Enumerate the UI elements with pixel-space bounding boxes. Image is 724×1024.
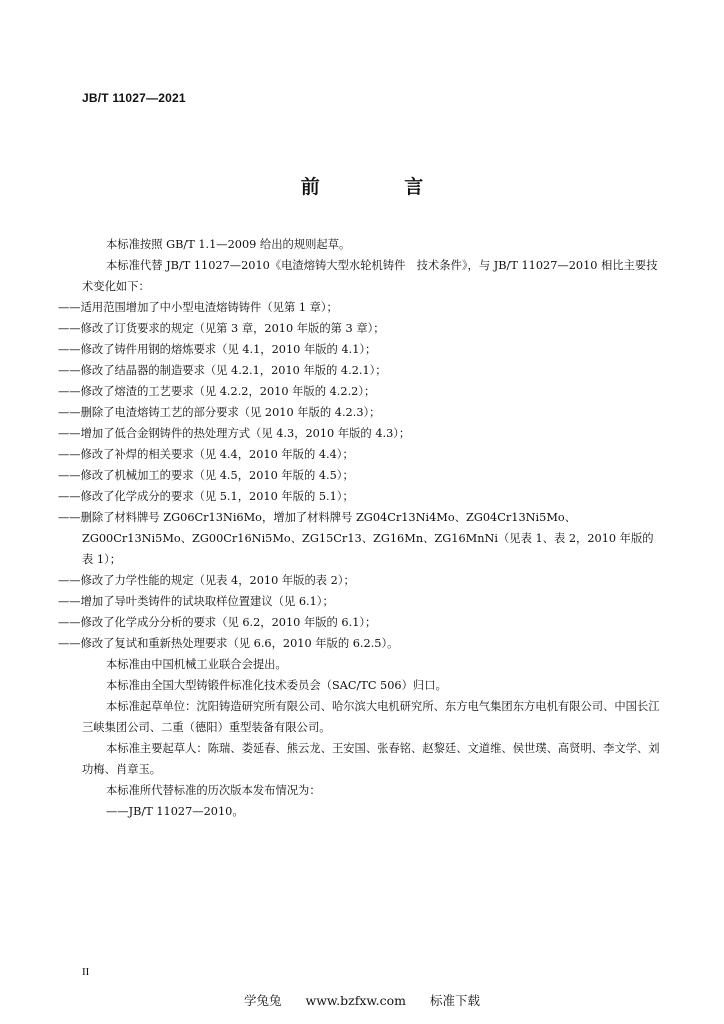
change-item: ——增加了导叶类铸件的试块取样位置建议（见 6.1）； [58,595,334,608]
paragraph-drafting-units: 本标准起草单位：沈阳铸造研究所有限公司、哈尔滨大电机研究所、东方电气集团东方电机有限公司、中国长江三峡集团公司、二重（德阳）重型装备有限公司。 [82,700,660,734]
footer-watermark [0,991,724,1009]
standard-code: JB/T 11027—2021 [82,91,186,105]
change-item: ——修改了结晶器的制造要求（见 4.2.1，2010 年版的 4.2.1）； [58,364,387,377]
change-item: ——修改了化学成分分析的要求（见 6.2，2010 年版的 6.1）； [58,616,377,629]
paragraph-replacement: 本标准代替 JB/T 11027—2010《电渣熔铸大型水轮机铸件 技术条件》，与 JB/T 11027—2010 相比主要技术变化如下： [82,259,658,293]
footer-tagline: 标准下载 [429,993,480,1008]
change-item: ——删除了电渣熔铸工艺的部分要求（见 2010 年版的 4.2.3）； [58,406,381,419]
document-body [58,234,660,822]
paragraph-committee: 本标准由全国大型铸锻件标准化技术委员会（SAC/TC 506）归口。 [106,679,447,692]
paragraph-proposer: 本标准由中国机械工业联合会提出。 [106,658,287,671]
paragraph-history-intro: 本标准所代替标准的历次版本发布情况为： [106,784,321,797]
paragraph-drafting-rules: 本标准按照 GB/T 1.1—2009 给出的规则起草。 [106,238,351,251]
page-number: II [82,966,90,978]
change-item: ——增加了低合金钢铸件的热处理方式（见 4.3，2010 年版的 4.3）； [58,427,411,440]
change-item: ——修改了补焊的相关要求（见 4.4，2010 年版的 4.4）； [58,448,354,461]
history-item: ——JB/T 11027—2010。 [106,805,244,818]
change-item: ——修改了化学成分的要求（见 5.1，2010 年版的 5.1）； [58,490,354,503]
change-item: ——适用范围增加了中小型电渣熔铸铸件（见第 1 章）； [58,301,338,314]
change-item: ——修改了铸件用钢的熔炼要求（见 4.1，2010 年版的 4.1）； [58,343,377,356]
change-item: ——修改了熔渣的工艺要求（见 4.2.2，2010 年版的 4.2.2）； [58,385,376,398]
page-title: 前 言 [300,176,450,198]
footer-url[interactable]: www.bzfxw.com [305,993,406,1008]
change-item: ——修改了机械加工的要求（见 4.5，2010 年版的 4.5）； [58,469,354,482]
change-item: ——修改了力学性能的规定（见表 4，2010 年版的表 2）； [58,574,355,587]
change-item: ——修改了复试和重新热处理要求（见 6.6，2010 年版的 6.2.5）。 [58,637,399,650]
paragraph-drafters: 本标准主要起草人：陈瑞、娄延春、熊云龙、王安国、张春铭、赵黎廷、文道维、侯世璞、高贤明、李文学、刘功梅、肖章玉。 [82,742,660,776]
footer-site-name: 学兔兔 [244,993,282,1008]
change-item: ——删除了材料牌号 ZG06Cr13Ni6Mo，增加了材料牌号 ZG04Cr13Ni4Mo、ZG04Cr13Ni5Mo、ZG00Cr13Ni5Mo、ZG00Cr16Ni5Mo、ZG15Cr13、ZG16Mn、ZG16MnNi（见表 1、表 2，2010 年版的表 1）； [58,511,654,566]
change-item: ——修改了订货要求的规定（见第 3 章，2010 年版的第 3 章）； [58,322,385,335]
